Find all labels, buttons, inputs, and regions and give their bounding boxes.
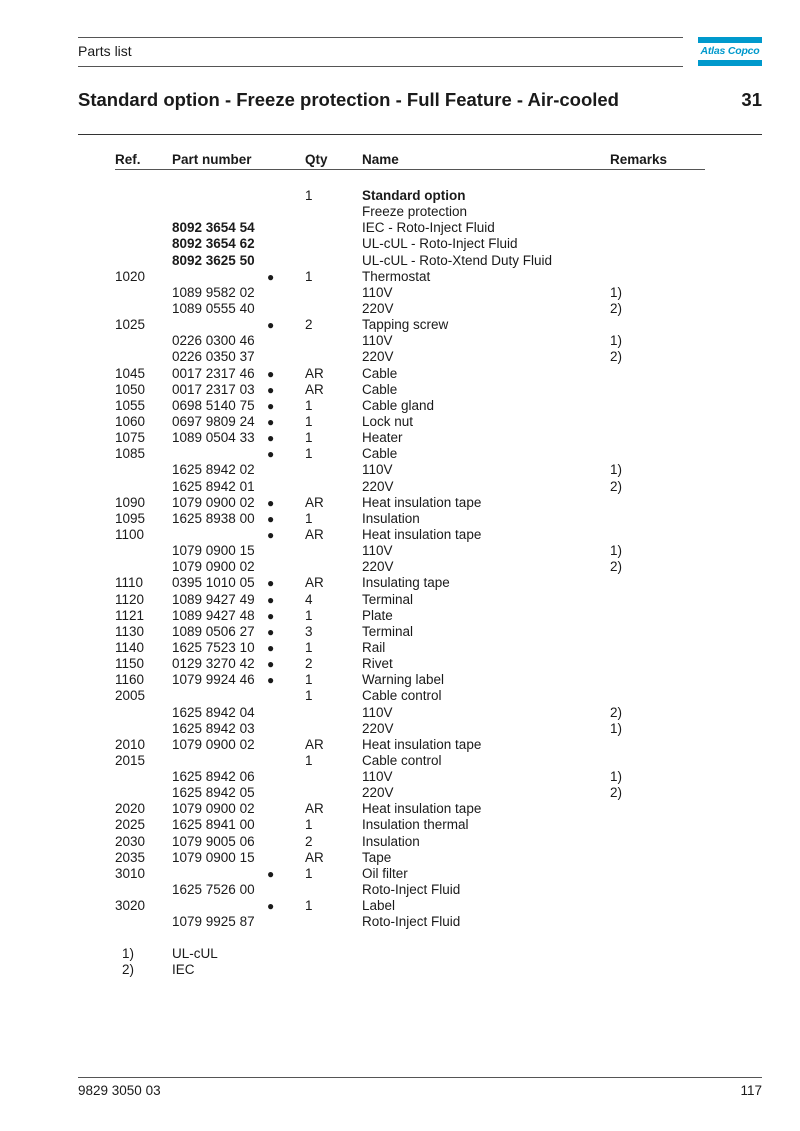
name-cell: 220V <box>362 349 394 365</box>
name-cell: Cable <box>362 446 398 462</box>
name-cell: Heat insulation tape <box>362 526 482 542</box>
name-cell: Thermostat <box>362 268 431 284</box>
ref-cell: 2025 <box>115 817 146 833</box>
part-number-cell: 0698 5140 75 <box>172 397 255 413</box>
parts-table <box>0 188 800 930</box>
logo-band-top <box>698 37 762 43</box>
part-number-cell: 1625 7526 00 <box>172 882 255 898</box>
note-key: 1) <box>122 946 135 961</box>
part-number-cell: 1079 0900 02 <box>172 559 255 575</box>
table-row <box>0 801 800 817</box>
table-row <box>0 430 800 446</box>
part-number-cell: 1079 0900 02 <box>172 736 255 752</box>
header-rule-top <box>78 37 683 38</box>
bullet-marker: ● <box>267 495 275 510</box>
table-row <box>0 640 800 656</box>
bullet-marker: ● <box>267 382 275 397</box>
name-cell: Heat insulation tape <box>362 494 482 510</box>
bullet-marker: ● <box>267 673 275 688</box>
name-cell: Label <box>362 898 396 914</box>
bullet-marker: ● <box>267 866 275 881</box>
bullet-marker: ● <box>267 269 275 284</box>
table-row <box>0 721 800 737</box>
ref-cell: 1140 <box>115 639 145 655</box>
remarks-cell: 2) <box>610 785 623 801</box>
part-number-cell: 0226 0350 37 <box>172 349 255 365</box>
section-number: 31 <box>741 89 762 110</box>
name-cell: UL-cUL - Roto-Xtend Duty Fluid <box>362 252 553 268</box>
bullet-marker: ● <box>267 431 275 446</box>
ref-cell: 1085 <box>115 446 146 462</box>
name-cell: 220V <box>362 720 394 736</box>
table-row <box>0 204 800 220</box>
ref-cell: 1110 <box>115 575 144 591</box>
table-row <box>0 834 800 850</box>
column-header-qty: Qty <box>305 152 328 167</box>
qty-cell: 1 <box>305 639 313 655</box>
ref-cell: 3020 <box>115 898 146 914</box>
qty-cell: AR <box>305 736 324 752</box>
name-cell: IEC - Roto-Inject Fluid <box>362 220 495 236</box>
name-cell: Heat insulation tape <box>362 736 482 752</box>
note-text: IEC <box>172 962 195 977</box>
column-header-part-number: Part number <box>172 152 252 167</box>
table-row <box>0 656 800 672</box>
part-number-cell: 0226 0300 46 <box>172 333 255 349</box>
part-number-cell: 0017 2317 03 <box>172 381 255 397</box>
part-number-cell: 1079 9005 06 <box>172 833 255 849</box>
note-key: 2) <box>122 962 135 977</box>
qty-cell: 2 <box>305 656 313 672</box>
ref-cell: 1100 <box>115 526 145 542</box>
name-cell: 110V <box>362 704 393 720</box>
qty-cell: 1 <box>305 188 313 203</box>
part-number-cell: 1079 9924 46 <box>172 672 255 688</box>
qty-cell: 1 <box>305 397 313 413</box>
table-row <box>0 866 800 882</box>
ref-cell: 2015 <box>115 752 146 768</box>
table-row <box>0 624 800 640</box>
name-cell: Insulation <box>362 510 420 526</box>
part-number-cell: 1625 8942 02 <box>172 462 255 478</box>
name-cell: 220V <box>362 300 394 316</box>
table-row <box>0 592 800 608</box>
name-cell: Oil filter <box>362 865 408 881</box>
name-cell: 220V <box>362 559 394 575</box>
table-row <box>0 688 800 704</box>
ref-cell: 1055 <box>115 397 146 413</box>
note-text: UL-cUL <box>172 946 218 961</box>
note-item <box>0 946 800 962</box>
ref-cell: 1150 <box>115 656 145 672</box>
ref-cell: 1130 <box>115 623 145 639</box>
part-number-cell: 1089 9427 48 <box>172 607 255 623</box>
table-row <box>0 382 800 398</box>
table-row <box>0 220 800 236</box>
part-number-cell: 1625 8942 03 <box>172 720 255 736</box>
name-cell: Terminal <box>362 591 414 607</box>
ref-cell: 1050 <box>115 381 146 397</box>
table-row <box>0 769 800 785</box>
table-row <box>0 301 800 317</box>
name-cell: Cable control <box>362 688 442 704</box>
part-number-cell: 0017 2317 46 <box>172 365 255 381</box>
qty-cell: 1 <box>305 510 313 526</box>
remarks-cell: 1) <box>610 284 623 300</box>
table-row <box>0 479 800 495</box>
name-cell: 110V <box>362 333 393 349</box>
ref-cell: 2020 <box>115 801 146 817</box>
table-header-rule <box>115 169 705 170</box>
header-label: Parts list <box>78 43 132 59</box>
part-number-cell: 1079 0900 15 <box>172 849 255 865</box>
part-number-cell: 8092 3654 54 <box>172 220 255 236</box>
bullet-marker: ● <box>267 366 275 381</box>
qty-cell: 4 <box>305 591 313 607</box>
part-number-cell: 0697 9809 24 <box>172 413 255 429</box>
part-number-cell: 0129 3270 42 <box>172 656 255 672</box>
bullet-marker: ● <box>267 576 275 591</box>
table-row <box>0 672 800 688</box>
notes-list <box>0 946 800 978</box>
name-cell: Cable <box>362 365 398 381</box>
table-row <box>0 705 800 721</box>
name-cell: Tape <box>362 849 392 865</box>
qty-cell: 1 <box>305 688 313 704</box>
table-row <box>0 349 800 365</box>
bullet-marker: ● <box>267 624 275 639</box>
qty-cell: 1 <box>305 865 313 881</box>
remarks-cell: 2) <box>610 478 623 494</box>
name-cell: 110V <box>362 284 393 300</box>
qty-cell: 1 <box>305 672 313 688</box>
name-cell: Insulation thermal <box>362 817 469 833</box>
table-row <box>0 269 800 285</box>
part-number-cell: 1079 9925 87 <box>172 914 255 930</box>
qty-cell: 1 <box>305 752 313 768</box>
qty-cell: 1 <box>305 817 313 833</box>
part-number-cell: 1079 0900 15 <box>172 543 255 559</box>
part-number-cell: 1625 8941 00 <box>172 817 255 833</box>
table-row <box>0 253 800 269</box>
title-rule <box>78 134 762 135</box>
part-number-cell: 8092 3654 62 <box>172 236 255 252</box>
bullet-marker: ● <box>267 608 275 623</box>
table-row <box>0 608 800 624</box>
table-row <box>0 366 800 382</box>
table-row <box>0 882 800 898</box>
footer-page-number: 117 <box>740 1083 762 1098</box>
name-cell: Roto-Inject Fluid <box>362 882 461 898</box>
part-number-cell: 1625 8942 04 <box>172 704 255 720</box>
remarks-cell: 2) <box>610 349 623 365</box>
bullet-marker: ● <box>267 899 275 914</box>
table-row <box>0 398 800 414</box>
ref-cell: 2010 <box>115 736 146 752</box>
table-row <box>0 817 800 833</box>
part-number-cell: 1089 9427 49 <box>172 591 255 607</box>
qty-cell: AR <box>305 381 324 397</box>
remarks-cell: 1) <box>610 462 623 478</box>
name-cell: Rail <box>362 639 386 655</box>
ref-cell: 1075 <box>115 430 146 446</box>
qty-cell: 1 <box>305 446 313 462</box>
name-cell: Insulation <box>362 833 420 849</box>
part-number-cell: 1089 0506 27 <box>172 623 255 639</box>
part-number-cell: 1625 8942 06 <box>172 769 255 785</box>
ref-cell: 3010 <box>115 865 146 881</box>
qty-cell: AR <box>305 849 324 865</box>
footer-doc-number: 9829 3050 03 <box>78 1083 161 1098</box>
ref-cell: 1060 <box>115 413 146 429</box>
qty-cell: AR <box>305 494 324 510</box>
remarks-cell: 2) <box>610 704 623 720</box>
name-cell: 110V <box>362 543 393 559</box>
name-cell: Roto-Inject Fluid <box>362 914 461 930</box>
table-row <box>0 575 800 591</box>
name-cell: Insulating tape <box>362 575 450 591</box>
qty-cell: 3 <box>305 623 313 639</box>
table-row <box>0 559 800 575</box>
name-cell: Freeze protection <box>362 204 468 220</box>
note-item <box>0 962 800 978</box>
name-cell: Cable <box>362 381 398 397</box>
name-cell: Cable gland <box>362 397 435 413</box>
part-number-cell: 1089 0504 33 <box>172 430 255 446</box>
name-cell: Terminal <box>362 623 414 639</box>
ref-cell: 1121 <box>115 607 145 623</box>
name-cell: 110V <box>362 462 393 478</box>
column-header-name: Name <box>362 152 399 167</box>
table-row <box>0 236 800 252</box>
remarks-cell: 1) <box>610 769 623 785</box>
ref-cell: 1045 <box>115 365 146 381</box>
part-number-cell: 1079 0900 02 <box>172 801 255 817</box>
remarks-cell: 1) <box>610 333 623 349</box>
remarks-cell: 1) <box>610 720 623 736</box>
bullet-marker: ● <box>267 640 275 655</box>
bullet-marker: ● <box>267 527 275 542</box>
table-row <box>0 188 800 204</box>
ref-cell: 2035 <box>115 849 146 865</box>
name-cell: Heater <box>362 430 403 446</box>
table-row <box>0 446 800 462</box>
name-cell: Cable control <box>362 752 442 768</box>
qty-cell: AR <box>305 575 324 591</box>
name-cell: Heat insulation tape <box>362 801 482 817</box>
page-title: Standard option - Freeze protection - Full Feature - Air-cooled <box>78 89 619 110</box>
name-cell: Rivet <box>362 656 393 672</box>
qty-cell: 1 <box>305 413 313 429</box>
bullet-marker: ● <box>267 511 275 526</box>
table-row <box>0 737 800 753</box>
table-row <box>0 543 800 559</box>
part-number-cell: 8092 3625 50 <box>172 252 255 268</box>
table-row <box>0 511 800 527</box>
brand-logo <box>698 37 762 67</box>
name-cell: UL-cUL - Roto-Inject Fluid <box>362 236 518 252</box>
bullet-marker: ● <box>267 447 275 462</box>
name-cell: 220V <box>362 785 394 801</box>
bullet-marker: ● <box>267 414 275 429</box>
qty-cell: 1 <box>305 607 313 623</box>
logo-band-bottom <box>698 60 762 66</box>
bullet-marker: ● <box>267 398 275 413</box>
table-row <box>0 527 800 543</box>
name-cell: Lock nut <box>362 413 414 429</box>
footer-rule <box>78 1077 762 1078</box>
remarks-cell: 2) <box>610 300 623 316</box>
ref-cell: 1020 <box>115 268 146 284</box>
part-number-cell: 1625 8942 05 <box>172 785 255 801</box>
qty-cell: AR <box>305 526 324 542</box>
name-cell: Plate <box>362 607 393 623</box>
name-cell: Tapping screw <box>362 317 449 333</box>
remarks-cell: 2) <box>610 559 623 575</box>
table-row <box>0 850 800 866</box>
bullet-marker: ● <box>267 657 275 672</box>
part-number-cell: 1625 7523 10 <box>172 639 255 655</box>
ref-cell: 1090 <box>115 494 146 510</box>
part-number-cell: 1089 0555 40 <box>172 300 255 316</box>
table-row <box>0 317 800 333</box>
table-row <box>0 333 800 349</box>
table-row <box>0 785 800 801</box>
name-cell: 220V <box>362 478 394 494</box>
name-cell: Standard option <box>362 188 466 203</box>
qty-cell: AR <box>305 365 324 381</box>
table-row <box>0 898 800 914</box>
ref-cell: 1095 <box>115 510 146 526</box>
qty-cell: 2 <box>305 317 313 333</box>
table-row <box>0 414 800 430</box>
table-row <box>0 285 800 301</box>
ref-cell: 1025 <box>115 317 146 333</box>
column-header-remarks: Remarks <box>610 152 668 167</box>
table-row <box>0 462 800 478</box>
header-rule-bottom <box>78 66 683 67</box>
part-number-cell: 1625 8942 01 <box>172 478 255 494</box>
part-number-cell: 1625 8938 00 <box>172 510 255 526</box>
name-cell: 110V <box>362 769 393 785</box>
column-header-ref: Ref. <box>115 152 141 167</box>
part-number-cell: 1079 0900 02 <box>172 494 255 510</box>
table-row <box>0 914 800 930</box>
qty-cell: 1 <box>305 268 313 284</box>
ref-cell: 2005 <box>115 688 146 704</box>
bullet-marker: ● <box>267 592 275 607</box>
name-cell: Warning label <box>362 672 445 688</box>
remarks-cell: 1) <box>610 543 623 559</box>
qty-cell: 2 <box>305 833 313 849</box>
qty-cell: 1 <box>305 430 313 446</box>
part-number-cell: 0395 1010 05 <box>172 575 255 591</box>
logo-text: Atlas Copco <box>700 45 760 57</box>
qty-cell: 1 <box>305 898 313 914</box>
ref-cell: 1160 <box>115 672 145 688</box>
part-number-cell: 1089 9582 02 <box>172 284 255 300</box>
table-row <box>0 495 800 511</box>
ref-cell: 2030 <box>115 833 146 849</box>
qty-cell: AR <box>305 801 324 817</box>
ref-cell: 1120 <box>115 591 145 607</box>
table-row <box>0 753 800 769</box>
bullet-marker: ● <box>267 318 275 333</box>
